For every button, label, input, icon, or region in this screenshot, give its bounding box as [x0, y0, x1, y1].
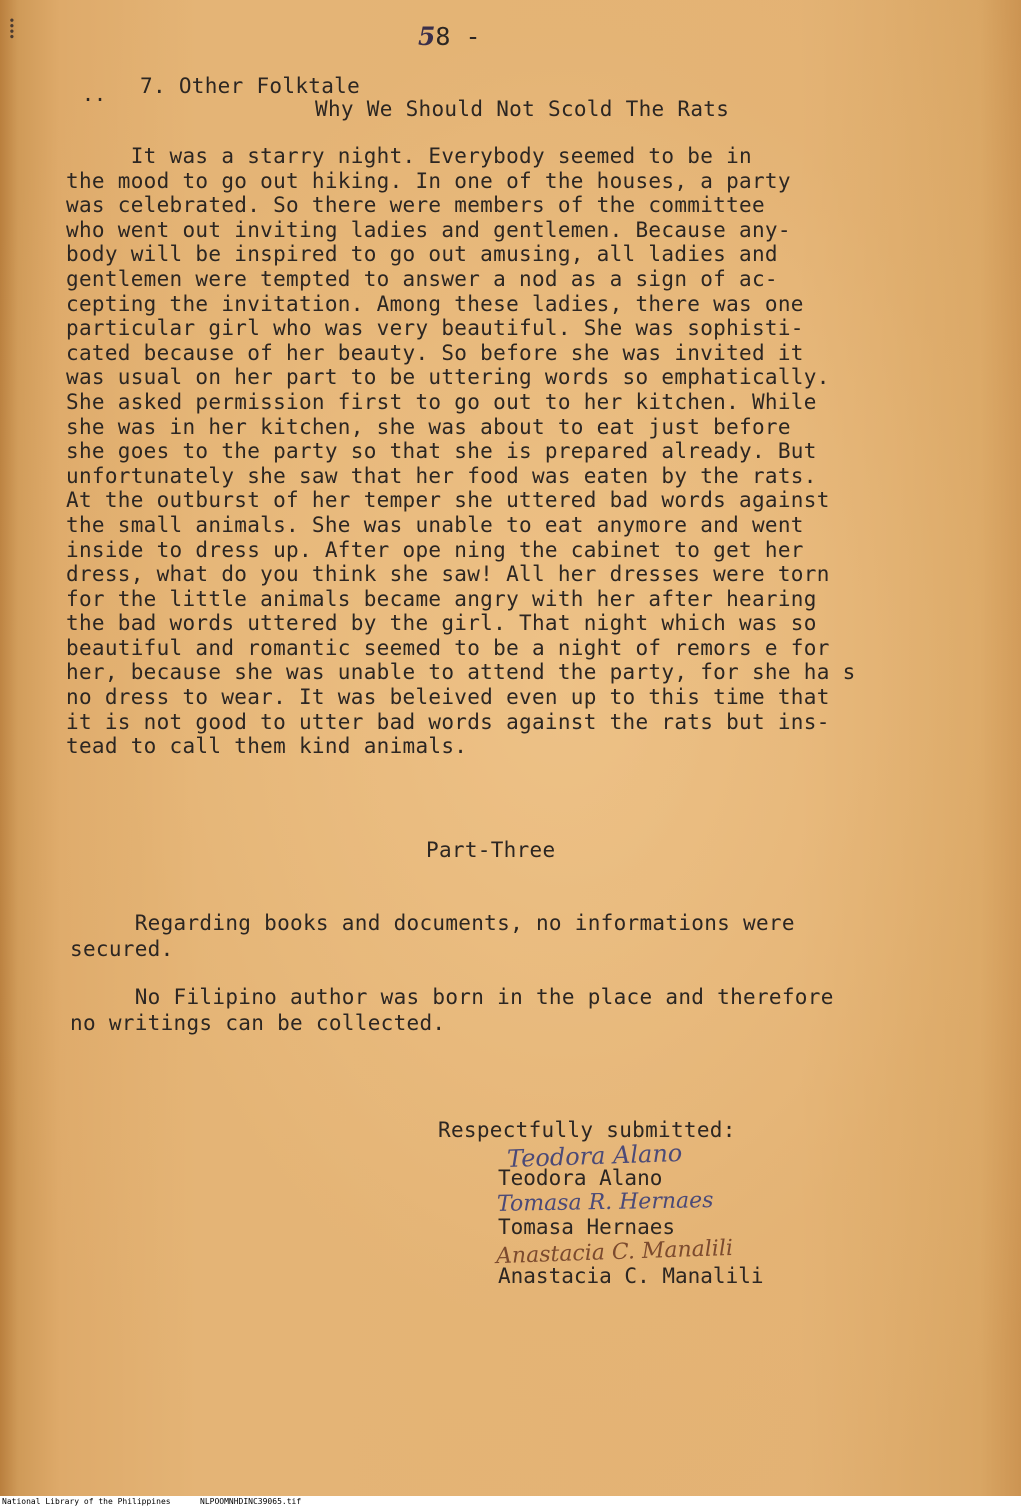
page-number-typed: 8 - [435, 22, 481, 51]
signatory-name: Anastacia C. Manalili [498, 1264, 764, 1288]
text-line: It was a starry night. Everybody seemed to be in [66, 144, 752, 168]
text-line: who went out inviting ladies and gentlemen. Because any- [66, 217, 791, 242]
signatory-name: Teodora Alano [498, 1166, 663, 1190]
signature-tomasa: Tomasa R. Hernaes [496, 1188, 714, 1217]
signatory-names [495, 1166, 764, 1313]
text-line: was usual on her part to be uttering words so emphatically. [66, 365, 830, 390]
text-line: At the outburst of her temper she uttered bad words against [66, 488, 830, 513]
margin-mark: ⁞ [8, 12, 16, 45]
text-line: tead to call them kind animals. [66, 734, 468, 759]
text-line: for the little animals became angry with her after hearing [66, 586, 817, 611]
leader-dots: .. [82, 82, 107, 106]
footer-source: National Library of the Philippines [2, 1497, 171, 1506]
footer-filename: NLPOOMNHDINC39065.tif [200, 1497, 302, 1506]
text-line: gentlemen were tempted to answer a nod as a sign of ac- [66, 266, 778, 291]
text-line: no dress to wear. It was beleived even up to this time that [66, 685, 830, 710]
text-line: inside to dress up. After ope ning the cabinet to get her [66, 537, 804, 562]
story-body [66, 144, 966, 759]
text-line: it is not good to utter bad words against the rats but ins- [66, 709, 830, 734]
text-line: She asked permission first to go out to her kitchen. While [66, 389, 817, 414]
closing-label: Respectfully submitted: [438, 1118, 736, 1142]
text-line: body will be inspired to go out amusing, all ladies and [66, 242, 778, 267]
scan-footer [0, 1496, 1021, 1508]
author-paragraph [70, 984, 834, 1036]
text-line: unfortunately she saw that her food was eaten by the rats. [66, 463, 817, 488]
text-line: her, because she was unable to attend the party, for she ha s [66, 660, 856, 685]
text-line: beautiful and romantic seemed to be a night of remors e for [66, 635, 830, 660]
text-line: particular girl who was very beautiful. She was sophisti- [66, 316, 804, 341]
text-line: No Filipino author was born in the place and therefore [70, 985, 834, 1009]
signature-teodora: Teodora Alano [506, 1138, 683, 1174]
section-heading: 7. Other Folktale [140, 74, 361, 98]
text-line: secured. [70, 937, 174, 961]
text-line: the small animals. She was unable to eat anymore and went [66, 512, 804, 537]
text-line: she was in her kitchen, she was about to eat just before [66, 414, 791, 439]
text-line: dress, what do you think she saw! All her dresses were torn [66, 562, 830, 587]
text-line: was celebrated. So there were members of the committee [66, 193, 765, 218]
story-title: Why We Should Not Scold The Rats [315, 97, 730, 121]
text-line: cepting the invitation. Among these ladies, there was one [66, 291, 804, 316]
text-line: she goes to the party so that she is prepared already. But [66, 439, 817, 464]
text-line: the bad words uttered by the girl. That night which was so [66, 611, 817, 636]
signature-anastacia: Anastacia C. Manalili [495, 1235, 734, 1270]
part-three-heading: Part-Three [426, 838, 556, 862]
books-paragraph [70, 910, 795, 962]
page-number-handwritten: 5 [418, 22, 436, 51]
signatory-name: Tomasa Hernaes [498, 1215, 676, 1239]
text-line: no writings can be collected. [70, 1011, 446, 1035]
text-line: Regarding books and documents, no informations were [70, 911, 795, 935]
page-number [418, 22, 481, 51]
text-line: cated because of her beauty. So before she was invited it [66, 340, 804, 365]
text-line: the mood to go out hiking. In one of the houses, a party [66, 168, 791, 193]
